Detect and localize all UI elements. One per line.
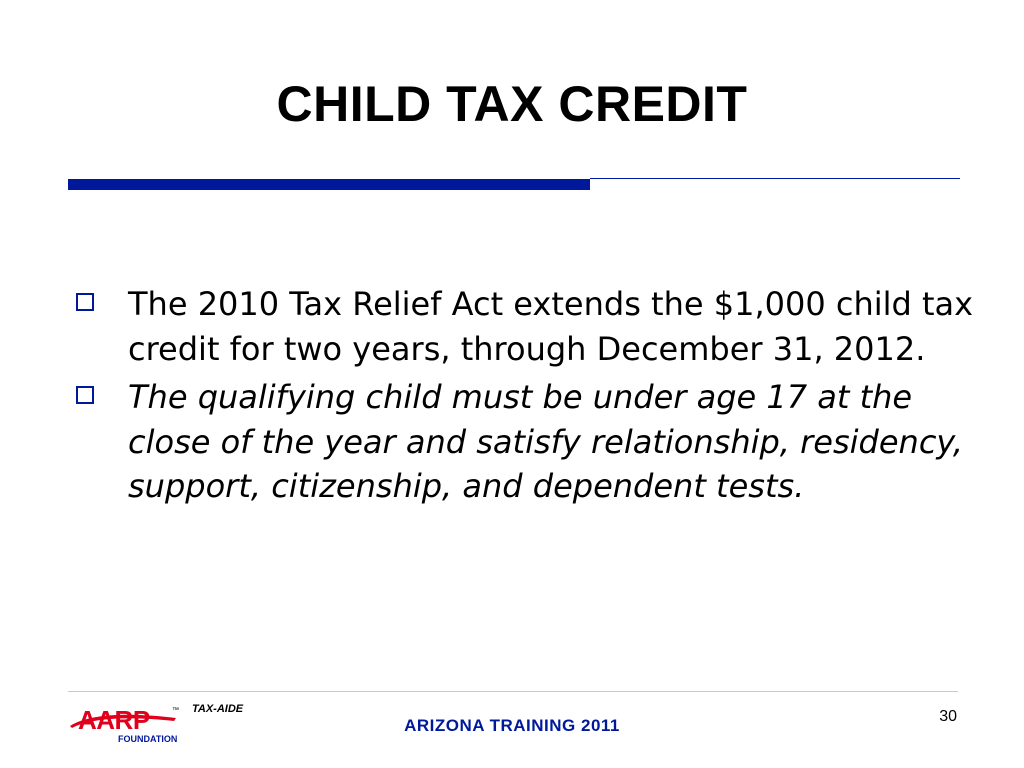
bullet-item bbox=[76, 282, 976, 371]
title-underline-thin bbox=[590, 178, 960, 179]
footer-divider bbox=[68, 691, 958, 692]
title-underline-thick bbox=[68, 179, 590, 190]
bullet-list bbox=[76, 282, 976, 513]
square-bullet-icon bbox=[76, 293, 94, 311]
tax-aide-wordmark: TAX-AIDE bbox=[192, 703, 244, 715]
bullet-text: The qualifying child must be under age 17 at the close of the year and satisfy relationship, residency, support, citizenship, and dependent tests. bbox=[128, 378, 964, 505]
footer-training-label: ARIZONA TRAINING 2011 bbox=[404, 716, 620, 735]
slide-title: CHILD TAX CREDIT bbox=[276, 76, 748, 132]
page-number: 30 bbox=[939, 708, 957, 725]
square-bullet-icon bbox=[76, 386, 94, 404]
bullet-item bbox=[76, 375, 976, 509]
aarp-trademark: ™ bbox=[172, 707, 179, 714]
aarp-wordmark: AARP bbox=[78, 705, 150, 735]
bullet-text: The 2010 Tax Relief Act extends the $1,000 child tax credit for two years, through December 31, 2012. bbox=[128, 285, 974, 368]
foundation-label: FOUNDATION bbox=[118, 734, 178, 744]
